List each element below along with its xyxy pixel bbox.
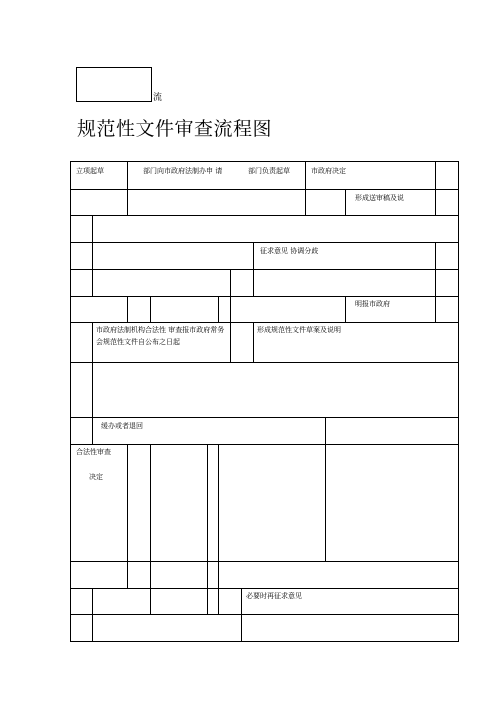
col-divider xyxy=(435,189,436,215)
col-divider xyxy=(127,561,128,588)
col-divider xyxy=(325,444,326,561)
row-divider xyxy=(70,362,459,363)
col-divider xyxy=(127,444,128,561)
cell-dept-apply: 部门向市政府法制办申 请 xyxy=(143,167,223,175)
row-divider xyxy=(70,417,459,418)
row-divider xyxy=(70,242,459,243)
col-divider xyxy=(305,189,306,215)
col-divider xyxy=(218,296,219,322)
col-divider xyxy=(241,588,242,614)
col-divider xyxy=(92,242,93,269)
cell-resolicit-opinion: 必要时再征求意见 xyxy=(246,592,302,600)
col-divider xyxy=(345,189,346,215)
cell-report-city: 明报市政府 xyxy=(355,300,390,308)
row-divider xyxy=(70,269,459,270)
cell-city-decision: 市政府决定 xyxy=(311,167,346,175)
cell-dept-draft: 部门负责起草 xyxy=(248,167,290,175)
col-divider xyxy=(127,189,128,215)
col-divider xyxy=(230,322,231,362)
col-divider xyxy=(92,322,93,362)
cell-legal-review: 市政府法制机构合法性 审查报市政府常务会规范性文件自公布之日起 xyxy=(96,326,225,346)
row-divider xyxy=(70,215,459,216)
col-divider xyxy=(345,296,346,322)
col-divider xyxy=(218,444,219,561)
col-divider xyxy=(253,322,254,362)
col-divider xyxy=(230,269,231,296)
cell-solicit-opinion: 征求意见 协调分歧 xyxy=(260,247,319,255)
col-divider xyxy=(218,561,219,588)
col-divider xyxy=(230,296,231,322)
row-divider xyxy=(70,561,459,562)
col-divider xyxy=(92,269,93,296)
col-divider xyxy=(435,296,436,322)
page-title: 规范性文件审查流程图 xyxy=(77,118,273,140)
col-divider xyxy=(325,417,326,444)
col-divider xyxy=(92,417,93,444)
col-divider xyxy=(150,296,151,322)
cell-project-drafting: 立项起草 xyxy=(76,167,104,175)
col-divider xyxy=(305,161,306,189)
col-divider xyxy=(218,588,219,614)
col-divider xyxy=(207,561,208,588)
cell-decision: 决定 xyxy=(89,473,103,481)
blank-box xyxy=(76,67,152,102)
row-divider xyxy=(70,588,459,589)
col-divider xyxy=(435,161,436,189)
row-divider xyxy=(70,189,459,190)
col-divider xyxy=(92,588,93,614)
row-divider xyxy=(70,296,459,297)
cell-postpone-return: 缓办或者退回 xyxy=(101,422,143,430)
col-divider xyxy=(253,242,254,269)
col-divider xyxy=(92,362,93,417)
col-divider xyxy=(207,588,208,614)
col-divider xyxy=(435,242,436,269)
col-divider xyxy=(92,215,93,242)
col-divider xyxy=(127,296,128,322)
col-divider xyxy=(241,614,242,642)
col-divider xyxy=(253,269,254,296)
col-divider xyxy=(150,588,151,614)
col-divider xyxy=(150,444,151,561)
col-divider xyxy=(435,269,436,296)
row-divider xyxy=(70,322,459,323)
flow-table xyxy=(70,161,459,642)
col-divider xyxy=(92,614,93,642)
row-divider xyxy=(70,444,459,445)
col-divider xyxy=(127,161,128,189)
col-divider xyxy=(150,561,151,588)
row-divider xyxy=(70,614,459,615)
col-divider xyxy=(207,444,208,561)
cell-legality-review: 合法性审查 xyxy=(76,448,111,456)
header-char: 流 xyxy=(153,93,163,103)
cell-form-draft: 形成规范性文件草案及说明 xyxy=(257,326,341,334)
cell-submit-draft: 形成送审稿及说 xyxy=(355,194,404,202)
